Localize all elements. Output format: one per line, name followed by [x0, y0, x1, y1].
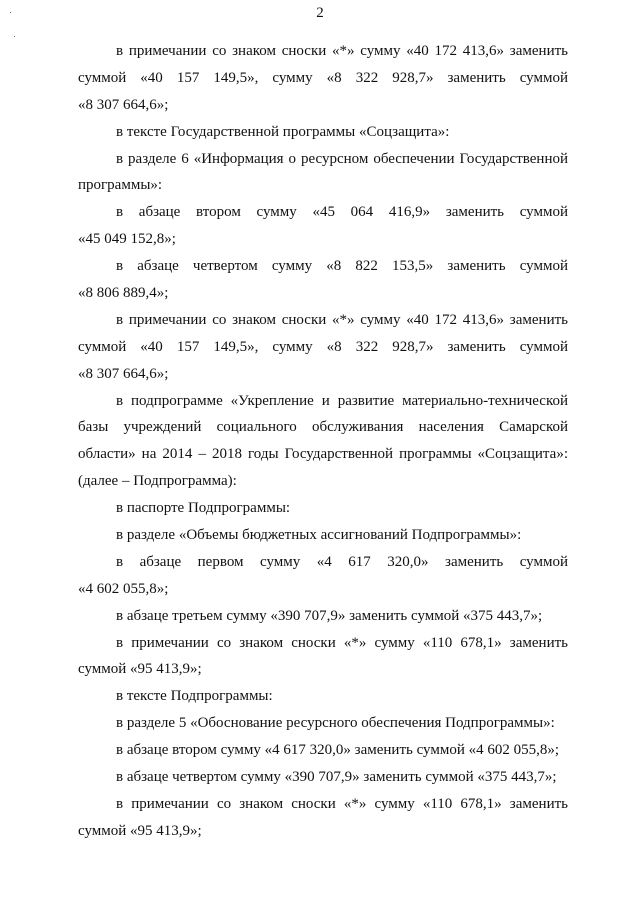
text-line: в примечании со знаком сноски «*» сумму «110 678,1» заменить — [116, 634, 568, 651]
text-line: в примечании со знаком сноски «*» сумму «40 172 413,6» заменить — [116, 311, 568, 328]
text-line: суммой «40 157 149,5», сумму «8 322 928,7» заменить суммой — [78, 69, 568, 86]
text-line: в разделе 5 «Обоснование ресурсного обеспечения Подпрограммы»: — [116, 715, 555, 732]
text-line: в паспорте Подпрограммы: — [116, 500, 291, 517]
text-line: в абзаце четвертом сумму «390 707,9» заменить суммой «375 443,7»; — [116, 769, 557, 786]
text-line: в абзаце третьем сумму «390 707,9» заменить суммой «375 443,7»; — [116, 607, 543, 624]
text-line: базы учреждений социального обслуживания населения Самарской — [78, 419, 568, 436]
text-line: в тексте Подпрограммы: — [116, 688, 273, 705]
text-line: в подпрограмме «Укрепление и развитие материально-технической — [116, 392, 568, 409]
text-line: в разделе 6 «Информация о ресурсном обеспечении Государственной — [116, 150, 568, 167]
text-line: в тексте Государственной программы «Соцзащита»: — [116, 123, 450, 140]
text-line: «8 307 664,6»; — [78, 96, 169, 113]
scan-speck — [14, 36, 15, 37]
text-line: в примечании со знаком сноски «*» сумму «40 172 413,6» заменить — [116, 43, 568, 59]
page-number: 2 — [316, 5, 324, 21]
text-line: «8 806 889,4»; — [78, 285, 169, 302]
text-line: «45 049 152,8»; — [78, 231, 176, 248]
text-line: в абзаце первом сумму «4 617 320,0» заменить суммой — [116, 553, 568, 570]
text-line: в абзаце четвертом сумму «8 822 153,5» заменить суммой — [116, 258, 568, 275]
text-line: области» на 2014 – 2018 годы Государственной программы «Соцзащита»: — [78, 446, 568, 463]
document-body — [78, 38, 568, 845]
text-line: программы»: — [78, 177, 163, 194]
text-line: в разделе «Объемы бюджетных ассигнований Подпрограммы»: — [116, 527, 522, 544]
text-line: «4 602 055,8»; — [78, 580, 169, 597]
text-line: суммой «95 413,9»; — [78, 661, 202, 678]
text-line: суммой «40 157 149,5», сумму «8 322 928,7» заменить суммой — [78, 338, 568, 355]
text-line: «8 307 664,6»; — [78, 365, 169, 382]
text-line: суммой «95 413,9»; — [78, 822, 202, 839]
text-line: в абзаце втором сумму «4 617 320,0» заменить суммой «4 602 055,8»; — [116, 742, 560, 759]
text-line: (далее – Подпрограмма): — [78, 473, 237, 490]
text-line: в примечании со знаком сноски «*» сумму «110 678,1» заменить — [116, 795, 568, 812]
text-line: в абзаце втором сумму «45 064 416,9» заменить суммой — [116, 204, 568, 221]
